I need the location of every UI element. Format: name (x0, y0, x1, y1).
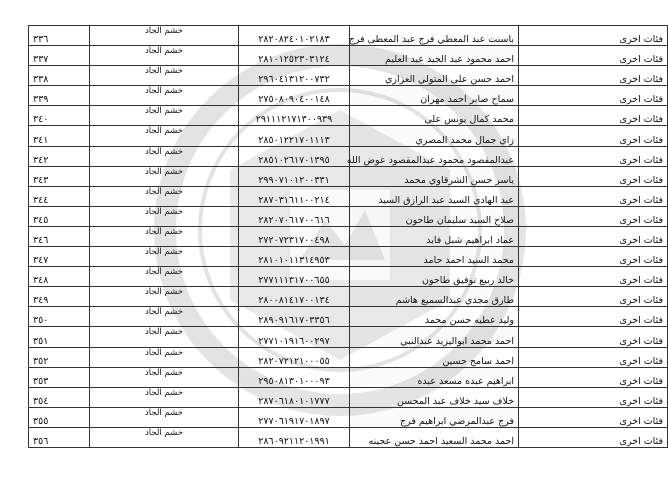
person-name-cell: محمد كمال يونس على (350, 106, 519, 126)
person-name-cell: ابراهيم عبده مسعد عبده (350, 367, 519, 387)
location-cell: خشم الجاد (90, 267, 239, 287)
row-number: ٣٤٣ (29, 166, 90, 186)
category-cell: فئات اخرى (519, 427, 668, 447)
table-row (29, 387, 668, 407)
person-name-cell: خلاف سيد خلاف عبد المحسن (350, 387, 519, 407)
category-cell: فئات اخرى (519, 186, 668, 206)
national-id-cell: ٢٩٩٠٧١٠١٢٠٠٣٣١ (239, 166, 350, 186)
table-row (29, 126, 668, 146)
row-number: ٣٥٦ (29, 427, 90, 447)
table-row (29, 206, 668, 226)
category-cell: فئات اخرى (519, 46, 668, 66)
location-cell: خشم الجاد (90, 166, 239, 186)
row-number: ٣٤٨ (29, 267, 90, 287)
location-cell: خشم الجاد (90, 247, 239, 267)
category-cell: فئات اخرى (519, 66, 668, 86)
national-id-cell: ٢٨٠٠٨١٤١٧٠٠١٣٤ (239, 287, 350, 307)
row-number: ٣٥٤ (29, 387, 90, 407)
row-number: ٣٤٧ (29, 247, 90, 267)
person-name-cell: احمد محمود عبد الجيد عبد العليم (350, 46, 519, 66)
category-cell: فئات اخرى (519, 307, 668, 327)
person-name-cell: احمد سامح حسين (350, 347, 519, 367)
category-cell: فئات اخرى (519, 226, 668, 246)
national-id-cell: ٢٨٥١٠٢٦١٧٠١٣٩٥ (239, 146, 350, 166)
national-id-cell: ٢٨٦٠٩٢١١٢٠١٩٩١ (239, 427, 350, 447)
row-number: ٣٤٢ (29, 146, 90, 166)
category-cell: فئات اخرى (519, 247, 668, 267)
person-name-cell: سماح صابر احمد مهران (350, 86, 519, 106)
location-cell: خشم الجاد (90, 186, 239, 206)
category-cell: فئات اخرى (519, 166, 668, 186)
category-cell: فئات اخرى (519, 267, 668, 287)
location-cell: خشم الجاد (90, 26, 239, 46)
location-cell: خشم الجاد (90, 206, 239, 226)
table-row (29, 166, 668, 186)
person-name-cell: عماد ابراهيم شبل فايد (350, 226, 519, 246)
location-cell: خشم الجاد (90, 327, 239, 347)
person-name-cell: عبدالمقصود محمود عبدالمقصود عوض الله (350, 146, 519, 166)
table-row (29, 86, 668, 106)
data-table (28, 25, 668, 448)
category-cell: فئات اخرى (519, 106, 668, 126)
category-cell: فئات اخرى (519, 327, 668, 347)
table-row (29, 367, 668, 387)
national-id-cell: ٢٨٧٠٣١٦١١٠٠٢١٤ (239, 186, 350, 206)
row-number: ٣٥٥ (29, 407, 90, 427)
table-row (29, 66, 668, 86)
person-name-cell: طارق مجدي عبدالسميع هاشم (350, 287, 519, 307)
national-id-cell: ٢٩٦٠٤١٣١٢٠٠٧٣٢ (239, 66, 350, 86)
table-row (29, 267, 668, 287)
category-cell: فئات اخرى (519, 387, 668, 407)
category-cell: فئات اخرى (519, 287, 668, 307)
row-number: ٣٤١ (29, 126, 90, 146)
row-number: ٣٥١ (29, 327, 90, 347)
national-id-cell: ٢٧٢٠٧٢٣١٧٠٠٤٩٨ (239, 226, 350, 246)
row-number: ٣٤٠ (29, 106, 90, 126)
person-name-cell: ياسر حسن الشرقاوي محمد (350, 166, 519, 186)
table-row (29, 427, 668, 447)
table-row (29, 287, 668, 307)
person-name-cell: باسنت عبد المعطي فرج عبد المعطى فرج (350, 26, 519, 46)
table-row (29, 327, 668, 347)
row-number: ٣٣٧ (29, 46, 90, 66)
location-cell: خشم الجاد (90, 106, 239, 126)
location-cell: خشم الجاد (90, 427, 239, 447)
person-name-cell: احمد محمد ابواليزيد عبدالنبي (350, 327, 519, 347)
row-number: ٣٣٦ (29, 26, 90, 46)
category-cell: فئات اخرى (519, 206, 668, 226)
person-name-cell: احمد محمد السعيد احمد حسن عجينه (350, 427, 519, 447)
person-name-cell: احمد حسن على المتولي العزازي (350, 66, 519, 86)
table-row (29, 106, 668, 126)
category-cell: فئات اخرى (519, 26, 668, 46)
national-id-cell: ٢٨١٠١٠١١٣١٤٩٥٣ (239, 247, 350, 267)
row-number: ٣٤٥ (29, 206, 90, 226)
location-cell: خشم الجاد (90, 86, 239, 106)
person-name-cell: صلاح السيد سليمان طاحون (350, 206, 519, 226)
row-number: ٣٤٦ (29, 226, 90, 246)
table-row (29, 407, 668, 427)
category-cell: فئات اخرى (519, 126, 668, 146)
table-row (29, 146, 668, 166)
person-name-cell: عبد الهادي السيد عبد الرازق السيد (350, 186, 519, 206)
national-id-cell: ٢٨٧٠٦١٨٠١٠١٧٧٧ (239, 387, 350, 407)
table-row (29, 26, 668, 46)
national-id-cell: ٢٨٥٠١٢٢١٧٠١١١٣ (239, 126, 350, 146)
row-number: ٣٤٤ (29, 186, 90, 206)
location-cell: خشم الجاد (90, 226, 239, 246)
national-id-cell: ٢٨١٠١٢٥٢٣٠٣١٢٤ (239, 46, 350, 66)
row-number: ٣٣٩ (29, 86, 90, 106)
table-row (29, 186, 668, 206)
row-number: ٣٣٨ (29, 66, 90, 86)
table-row (29, 247, 668, 267)
person-name-cell: زاي جمال محمد المصري (350, 126, 519, 146)
location-cell: خشم الجاد (90, 46, 239, 66)
national-id-cell: ٢٩١١١٢١٧١٣٠٠٩٣٩ (239, 106, 350, 126)
row-number: ٣٥٠ (29, 307, 90, 327)
location-cell: خشم الجاد (90, 126, 239, 146)
person-name-cell: خالد ربيع توفيق طاحون (350, 267, 519, 287)
person-name-cell: محمد السيد احمد حامد (350, 247, 519, 267)
national-id-cell: ٢٧٧١٠١٩١٦٠٠٢٩٧ (239, 327, 350, 347)
national-id-cell: ٢٨٩٠٩١٦١٧٠٣٣٥٦ (239, 307, 350, 327)
national-id-cell: ٢٨٢٠٧٠٦١٧٠٠٦١٦ (239, 206, 350, 226)
location-cell: خشم الجاد (90, 347, 239, 367)
national-id-cell: ٢٧٧٠٦١٩١٧٠١٨٩٧ (239, 407, 350, 427)
category-cell: فئات اخرى (519, 367, 668, 387)
location-cell: خشم الجاد (90, 287, 239, 307)
location-cell: خشم الجاد (90, 66, 239, 86)
location-cell: خشم الجاد (90, 407, 239, 427)
category-cell: فئات اخرى (519, 347, 668, 367)
table-row (29, 226, 668, 246)
national-id-cell: ٢٨٢٠٧٢١٢١٠٠٠٥٥ (239, 347, 350, 367)
location-cell: خشم الجاد (90, 307, 239, 327)
location-cell: خشم الجاد (90, 367, 239, 387)
national-id-cell: ٢٧٥٠٨٠٩٠٤٠٠١٤٨ (239, 86, 350, 106)
person-name-cell: وليد عطيه حسن محمد (350, 307, 519, 327)
national-id-cell: ٢٨٢٠٨٢٤٠١٠٢١٨٣ (239, 26, 350, 46)
category-cell: فئات اخرى (519, 146, 668, 166)
row-number: ٣٥٣ (29, 367, 90, 387)
table-row (29, 46, 668, 66)
row-number: ٣٤٩ (29, 287, 90, 307)
location-cell: خشم الجاد (90, 146, 239, 166)
table-row (29, 347, 668, 367)
category-cell: فئات اخرى (519, 407, 668, 427)
national-id-cell: ٢٩٥٠٨١٣٠١٠٠٠٩٣ (239, 367, 350, 387)
person-name-cell: فرج عبدالمرضي ابراهيم فرج (350, 407, 519, 427)
national-id-cell: ٢٧٧١١١٣١٧٠٠٦٥٥ (239, 267, 350, 287)
row-number: ٣٥٢ (29, 347, 90, 367)
category-cell: فئات اخرى (519, 86, 668, 106)
table-row (29, 307, 668, 327)
location-cell: خشم الجاد (90, 387, 239, 407)
